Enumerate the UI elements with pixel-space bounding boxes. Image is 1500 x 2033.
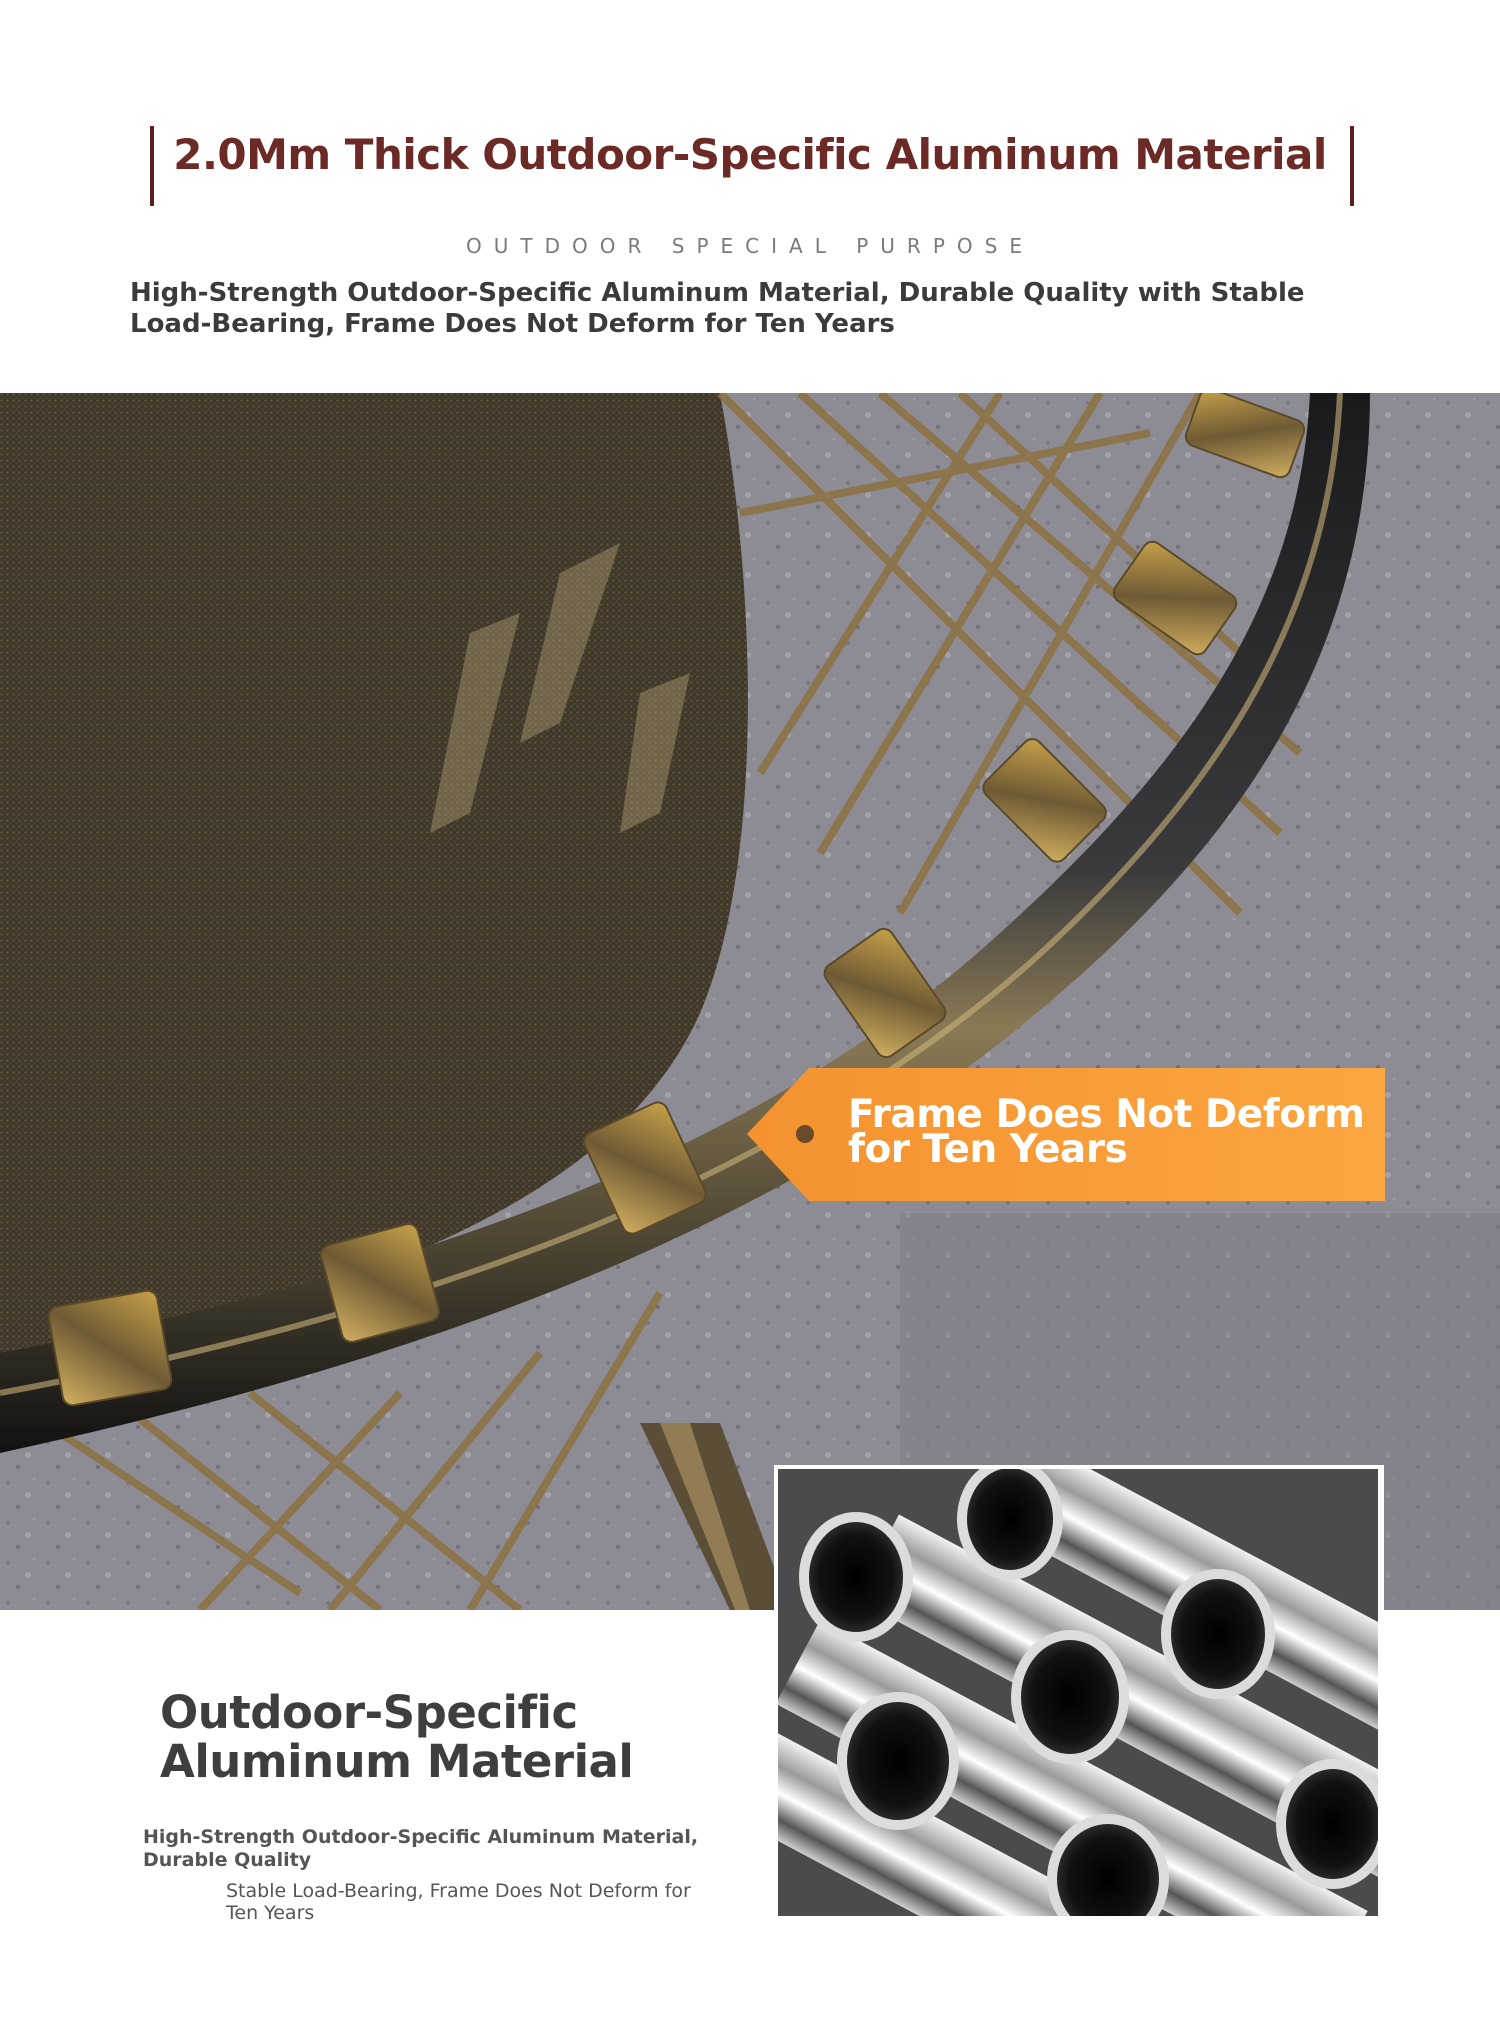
section-title: Outdoor-Specific Aluminum Material — [160, 1686, 634, 1788]
header-description: High-Strength Outdoor-Specific Aluminum Material, Durable Quality with Stable Load-Bearing, Frame Does Not Deform for Ten Years — [130, 278, 1305, 339]
chair-frame-photo — [0, 393, 1500, 1610]
callout-dot-icon — [796, 1125, 814, 1143]
section-description-bold: High-Strength Outdoor-Specific Aluminum Material, Durable Quality — [143, 1826, 699, 1871]
page-title: 2.0Mm Thick Outdoor-Specific Aluminum Material — [173, 130, 1327, 179]
section-description: Stable Load-Bearing, Frame Does Not Deform for Ten Years — [226, 1880, 691, 1924]
aluminum-pipes-image — [778, 1469, 1378, 1916]
callout-text: Frame Does Not Deform for Ten Years — [848, 1092, 1365, 1172]
page-subtitle: OUTDOOR SPECIAL PURPOSE — [466, 234, 1034, 258]
right-accent-bar — [1350, 126, 1354, 206]
